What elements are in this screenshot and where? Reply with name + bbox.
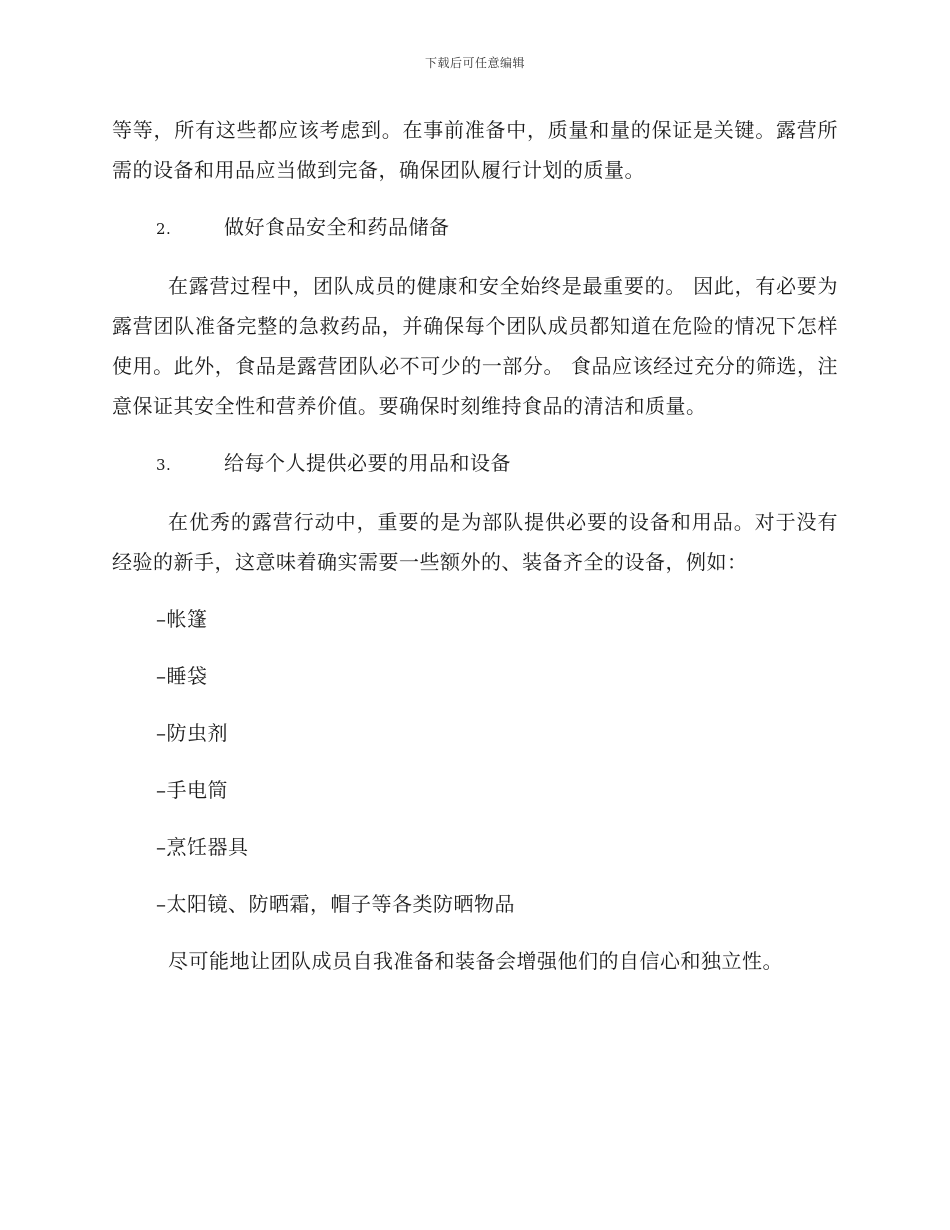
- paragraph-self-reliance: 尽可能地让团队成员自我准备和装备会增强他们的自信心和独立性。: [168, 949, 783, 973]
- section-heading-equipment: [112, 443, 838, 485]
- list-item: –手电筒: [156, 778, 228, 802]
- page-header: 下载后可任意编辑: [424, 56, 525, 70]
- section-title: 做好食品安全和药品储备: [224, 215, 450, 239]
- list-item: –帐篷: [156, 607, 208, 631]
- section-number: 3.: [156, 456, 172, 474]
- document-body: [112, 110, 838, 998]
- section-number: 2.: [156, 220, 172, 238]
- paragraph-equipment-intro: 在优秀的露营行动中，重要的是为部队提供必要的设备和用品。对于没有经验的新手，这意味着确实需要一些额外的、装备齐全的设备，例如：: [112, 510, 838, 574]
- paragraph-food-medicine: 在露营过程中，团队成员的健康和安全始终是最重要的。 因此，有必要为露营团队准备完整的急救药品，并确保每个团队成员都知道在危险的情况下怎样使用。此外，食品是露营团队必不可少的一部分。 食品应该经过充分的筛选，注意保证其安全性和营养价值。要确保时刻维持食品的清洁和质量。: [112, 274, 838, 418]
- list-item: –睡袋: [156, 664, 208, 688]
- equipment-list: [112, 599, 838, 924]
- section-heading-food-safety: [112, 207, 838, 249]
- list-item: –防虫剂: [156, 721, 228, 745]
- list-item: –烹饪器具: [156, 835, 249, 859]
- list-item: –太阳镜、防晒霜，帽子等各类防晒物品: [156, 892, 515, 916]
- section-title: 给每个人提供必要的用品和设备: [224, 451, 511, 475]
- paragraph-quality: 等等，所有这些都应该考虑到。在事前准备中，质量和量的保证是关键。露营所需的设备和用品应当做到完备，确保团队履行计划的质量。: [112, 118, 838, 182]
